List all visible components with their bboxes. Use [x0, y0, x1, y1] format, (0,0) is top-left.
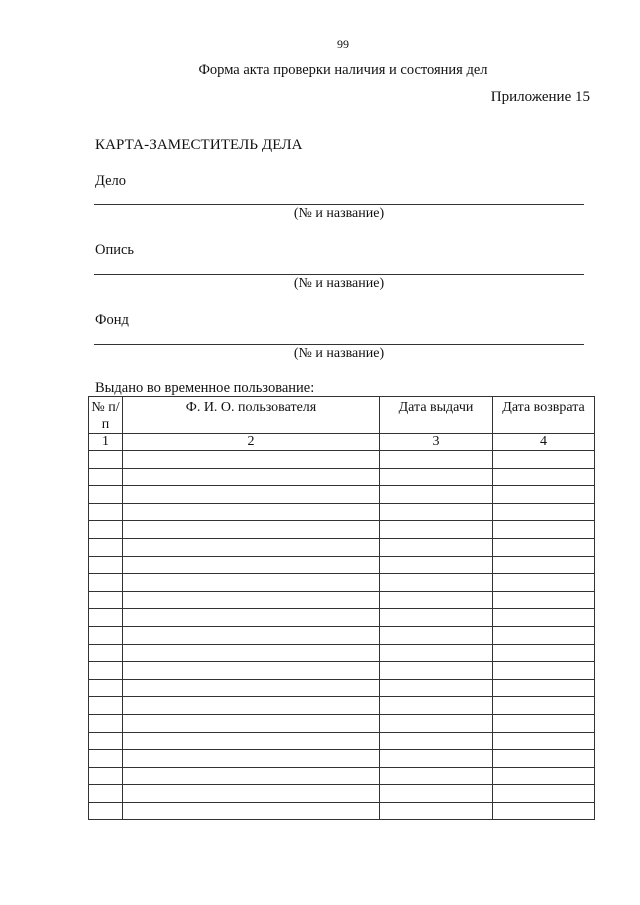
column-number: 4	[493, 434, 595, 451]
cell-user-name[interactable]	[123, 767, 380, 785]
cell-row-number[interactable]	[89, 468, 123, 486]
cell-user-name[interactable]	[123, 679, 380, 697]
table-row	[89, 662, 595, 680]
cell-row-number[interactable]	[89, 802, 123, 820]
cell-row-number[interactable]	[89, 451, 123, 469]
cell-row-number[interactable]	[89, 662, 123, 680]
cell-row-number[interactable]	[89, 750, 123, 768]
cell-issue-date[interactable]	[380, 714, 493, 732]
table-row	[89, 503, 595, 521]
cell-return-date[interactable]	[493, 767, 595, 785]
cell-issue-date[interactable]	[380, 750, 493, 768]
cell-user-name[interactable]	[123, 802, 380, 820]
cell-return-date[interactable]	[493, 521, 595, 539]
field-line-fond[interactable]	[94, 344, 584, 345]
cell-return-date[interactable]	[493, 662, 595, 680]
cell-user-name[interactable]	[123, 609, 380, 627]
header-user-name: Ф. И. О. пользователя	[123, 397, 380, 434]
cell-return-date[interactable]	[493, 503, 595, 521]
header-return-date: Дата возврата	[493, 397, 595, 434]
cell-row-number[interactable]	[89, 714, 123, 732]
cell-user-name[interactable]	[123, 750, 380, 768]
issued-label: Выдано во временное пользование:	[95, 380, 315, 396]
cell-row-number[interactable]	[89, 556, 123, 574]
cell-issue-date[interactable]	[380, 486, 493, 504]
cell-return-date[interactable]	[493, 785, 595, 803]
cell-user-name[interactable]	[123, 451, 380, 469]
cell-issue-date[interactable]	[380, 468, 493, 486]
cell-issue-date[interactable]	[380, 556, 493, 574]
cell-user-name[interactable]	[123, 626, 380, 644]
cell-issue-date[interactable]	[380, 697, 493, 715]
cell-return-date[interactable]	[493, 556, 595, 574]
cell-issue-date[interactable]	[380, 538, 493, 556]
cell-issue-date[interactable]	[380, 679, 493, 697]
page-number: 99	[337, 37, 349, 51]
table-row	[89, 802, 595, 820]
field-caption-inventory: (№ и название)	[293, 276, 385, 291]
cell-row-number[interactable]	[89, 574, 123, 592]
cell-row-number[interactable]	[89, 486, 123, 504]
cell-issue-date[interactable]	[380, 785, 493, 803]
cell-return-date[interactable]	[493, 697, 595, 715]
header-row-number: № п/п	[89, 397, 123, 434]
cell-return-date[interactable]	[493, 802, 595, 820]
cell-return-date[interactable]	[493, 644, 595, 662]
table-row	[89, 785, 595, 803]
cell-user-name[interactable]	[123, 486, 380, 504]
cell-user-name[interactable]	[123, 503, 380, 521]
cell-issue-date[interactable]	[380, 767, 493, 785]
table-row	[89, 609, 595, 627]
cell-return-date[interactable]	[493, 679, 595, 697]
cell-row-number[interactable]	[89, 591, 123, 609]
field-caption-fond: (№ и название)	[293, 346, 385, 361]
cell-return-date[interactable]	[493, 750, 595, 768]
column-number: 3	[380, 434, 493, 451]
cell-return-date[interactable]	[493, 714, 595, 732]
card-title: КАРТА-ЗАМЕСТИТЕЛЬ ДЕЛА	[95, 137, 303, 153]
cell-row-number[interactable]	[89, 609, 123, 627]
field-label-case: Дело	[95, 173, 126, 189]
field-line-inventory[interactable]	[94, 274, 584, 275]
cell-row-number[interactable]	[89, 679, 123, 697]
table-row	[89, 468, 595, 486]
cell-user-name[interactable]	[123, 644, 380, 662]
cell-issue-date[interactable]	[380, 732, 493, 750]
table-row	[89, 732, 595, 750]
cell-row-number[interactable]	[89, 503, 123, 521]
cell-user-name[interactable]	[123, 697, 380, 715]
cell-return-date[interactable]	[493, 468, 595, 486]
table-row	[89, 591, 595, 609]
field-label-inventory: Опись	[95, 242, 135, 258]
cell-user-name[interactable]	[123, 714, 380, 732]
cell-user-name[interactable]	[123, 468, 380, 486]
table-row	[89, 767, 595, 785]
cell-return-date[interactable]	[493, 451, 595, 469]
cell-user-name[interactable]	[123, 785, 380, 803]
table-row	[89, 626, 595, 644]
cell-user-name[interactable]	[123, 556, 380, 574]
cell-row-number[interactable]	[89, 767, 123, 785]
table-row	[89, 486, 595, 504]
cell-issue-date[interactable]	[380, 503, 493, 521]
table-row	[89, 714, 595, 732]
cell-return-date[interactable]	[493, 626, 595, 644]
table-header-row	[89, 397, 595, 434]
cell-issue-date[interactable]	[380, 591, 493, 609]
cell-return-date[interactable]	[493, 732, 595, 750]
appendix-label: Приложение 15	[490, 89, 590, 105]
cell-issue-date[interactable]	[380, 626, 493, 644]
field-caption-case: (№ и название)	[293, 206, 385, 221]
cell-return-date[interactable]	[493, 574, 595, 592]
cell-row-number[interactable]	[89, 644, 123, 662]
table-row	[89, 697, 595, 715]
table-row	[89, 574, 595, 592]
table-row	[89, 556, 595, 574]
cell-return-date[interactable]	[493, 591, 595, 609]
table-row	[89, 679, 595, 697]
cell-row-number[interactable]	[89, 697, 123, 715]
form-title: Форма акта проверки наличия и состояния дел	[198, 62, 488, 78]
cell-row-number[interactable]	[89, 521, 123, 539]
cell-issue-date[interactable]	[380, 802, 493, 820]
cell-user-name[interactable]	[123, 521, 380, 539]
column-number: 2	[123, 434, 380, 451]
cell-return-date[interactable]	[493, 486, 595, 504]
cell-return-date[interactable]	[493, 609, 595, 627]
cell-row-number[interactable]	[89, 785, 123, 803]
cell-issue-date[interactable]	[380, 521, 493, 539]
cell-user-name[interactable]	[123, 732, 380, 750]
header-issue-date: Дата выдачи	[380, 397, 493, 434]
table-row	[89, 750, 595, 768]
column-number-row	[89, 434, 595, 451]
table-row	[89, 521, 595, 539]
cell-issue-date[interactable]	[380, 451, 493, 469]
field-line-case[interactable]	[94, 204, 584, 205]
table-row	[89, 644, 595, 662]
usage-log-table	[88, 396, 595, 820]
field-label-fond: Фонд	[95, 312, 129, 328]
cell-user-name[interactable]	[123, 538, 380, 556]
cell-issue-date[interactable]	[380, 609, 493, 627]
cell-row-number[interactable]	[89, 538, 123, 556]
cell-issue-date[interactable]	[380, 574, 493, 592]
cell-user-name[interactable]	[123, 591, 380, 609]
cell-user-name[interactable]	[123, 662, 380, 680]
cell-return-date[interactable]	[493, 538, 595, 556]
cell-issue-date[interactable]	[380, 644, 493, 662]
cell-user-name[interactable]	[123, 574, 380, 592]
cell-issue-date[interactable]	[380, 662, 493, 680]
column-number: 1	[89, 434, 123, 451]
cell-row-number[interactable]	[89, 732, 123, 750]
table-row	[89, 451, 595, 469]
cell-row-number[interactable]	[89, 626, 123, 644]
table-row	[89, 538, 595, 556]
